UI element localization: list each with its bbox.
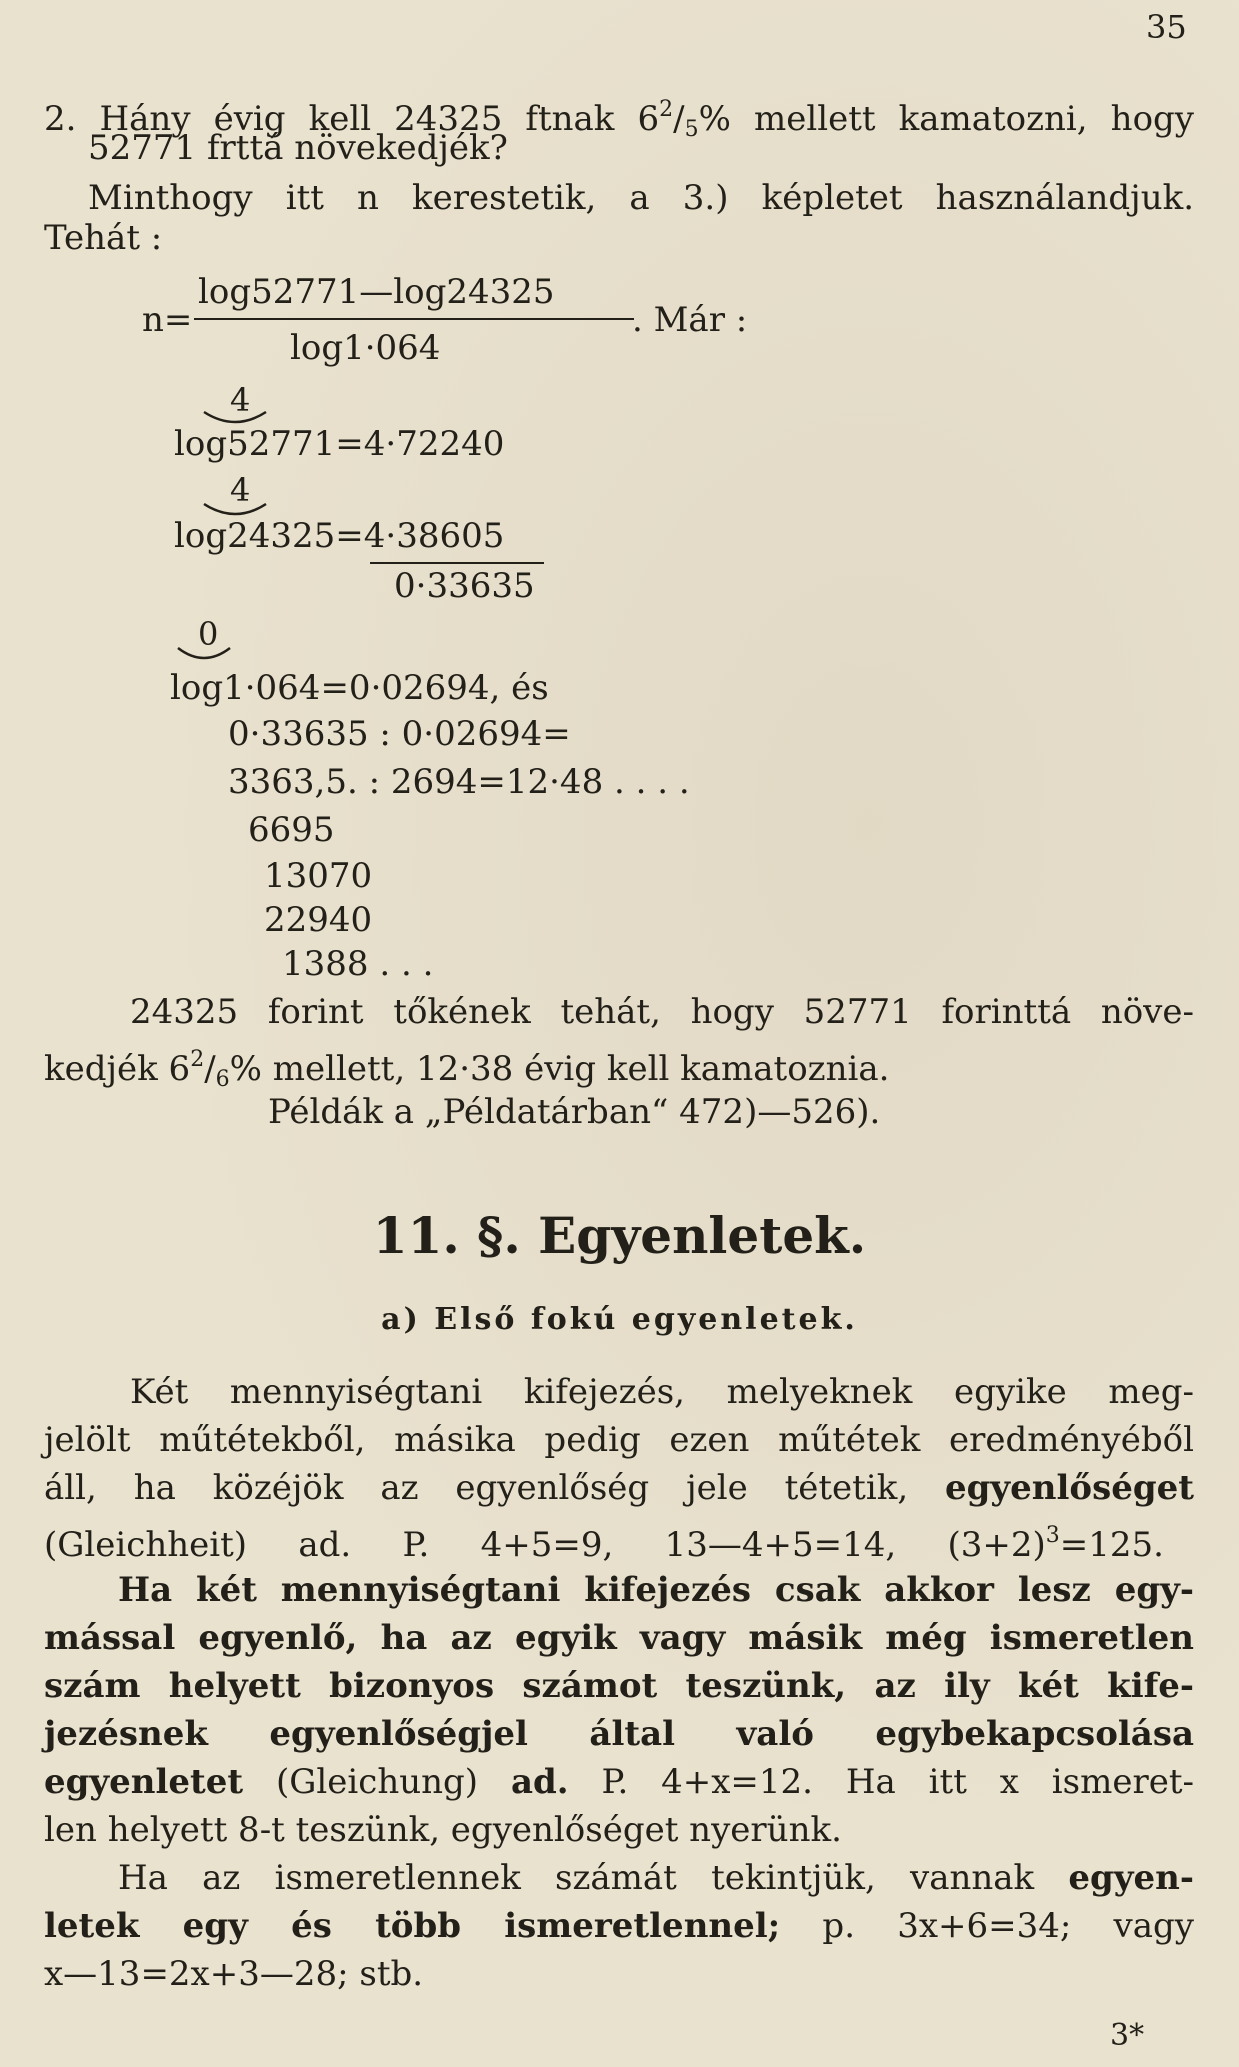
- examples-reference: Példák a „Példatárban“ 472)—526).: [268, 1092, 881, 1132]
- n-equals: n=: [142, 300, 193, 340]
- body-line-6: mással egyenlő, ha az egyik vagy másik még ismeretlen: [44, 1618, 1194, 1658]
- answer-line-2: kedjék $6^2/_6\%$ mellett, 12·38 évig kell kamatoznia.: [44, 1047, 890, 1092]
- remainder-3: 22940: [264, 900, 373, 940]
- fraction-bar: [194, 318, 634, 320]
- subtraction-bar: [370, 562, 544, 564]
- problem-line-2: 52771 frttá növekedjék?: [88, 128, 508, 168]
- characteristic-2: 4: [230, 471, 251, 509]
- problem-line-1: 2. Hány évig kell 24325 ftnak $6^2/_5\%$ mellett kamatozni, hogy: [44, 97, 1195, 142]
- problem-line-3: Minthogy itt n kerestetik, a 3.) képletet használandjuk.: [88, 178, 1194, 218]
- body-line-10: len helyett 8-t teszünk, egyenlőséget nyerünk.: [44, 1810, 842, 1850]
- mar-label: . Már :: [632, 300, 748, 340]
- body-line-1: Két mennyiségtani kifejezés, melyeknek egyike meg-: [130, 1372, 1194, 1412]
- characteristic-1: 4: [230, 381, 251, 419]
- log-difference: 0·33635: [394, 566, 535, 606]
- section-subheading: a) Első fokú egyenletek.: [381, 1302, 858, 1337]
- remainder-1: 6695: [248, 810, 335, 850]
- page-number: 35: [1146, 8, 1187, 46]
- problem-line-4: Tehát :: [44, 218, 163, 258]
- body-line-9: egyenletet (Gleichung) ad. P. 4+x=12. Ha itt x ismeret-: [44, 1762, 1194, 1802]
- body-line-3: áll, ha közéjök az egyenlőség jele tétetik, egyenlőséget: [44, 1468, 1194, 1508]
- body-line-4: (Gleichheit) ad. P. 4+5=9, 13—4+5=14, $(3+2)^3=125$.: [44, 1523, 1164, 1565]
- section-heading: 11. §. Egyenletek.: [372, 1206, 867, 1265]
- remainder-4: 1388 . . .: [282, 944, 434, 984]
- log-line-3: log1·064=0·02694, és: [170, 668, 549, 708]
- fraction-numerator: log52771—log24325: [198, 272, 555, 312]
- log-line-1: log52771=4·72240: [174, 424, 505, 464]
- characteristic-3: 0: [198, 615, 219, 653]
- body-line-12: letek egy és több ismeretlennel; p. 3x+6=34; vagy: [44, 1906, 1194, 1946]
- remainder-2: 13070: [264, 856, 373, 896]
- body-line-7: szám helyett bizonyos számot teszünk, az ily két kife-: [44, 1666, 1194, 1706]
- body-line-8: jezésnek egyenlőségjel által való egybekapcsolása: [44, 1714, 1194, 1754]
- division-line-2: 3363,5. : 2694=12·48 . . . .: [228, 762, 690, 802]
- division-line-1: 0·33635 : 0·02694=: [228, 714, 571, 754]
- signature-mark: 3*: [1110, 2018, 1145, 2053]
- log-line-2: log24325=4·38605: [174, 516, 505, 556]
- body-line-11: Ha az ismeretlennek számát tekintjük, vannak egyen-: [118, 1858, 1194, 1898]
- fraction-denominator: log1·064: [290, 328, 441, 368]
- body-line-5: Ha két mennyiségtani kifejezés csak akkor lesz egy-: [118, 1570, 1194, 1610]
- characteristic-arc-3: [174, 644, 234, 668]
- body-line-2: jelölt műtétekből, másika pedig ezen műtétek eredményéből: [44, 1420, 1194, 1460]
- body-line-13: x—13=2x+3—28; stb.: [44, 1954, 424, 1994]
- answer-line-1: 24325 forint tőkének tehát, hogy 52771 forinttá növe-: [130, 992, 1194, 1032]
